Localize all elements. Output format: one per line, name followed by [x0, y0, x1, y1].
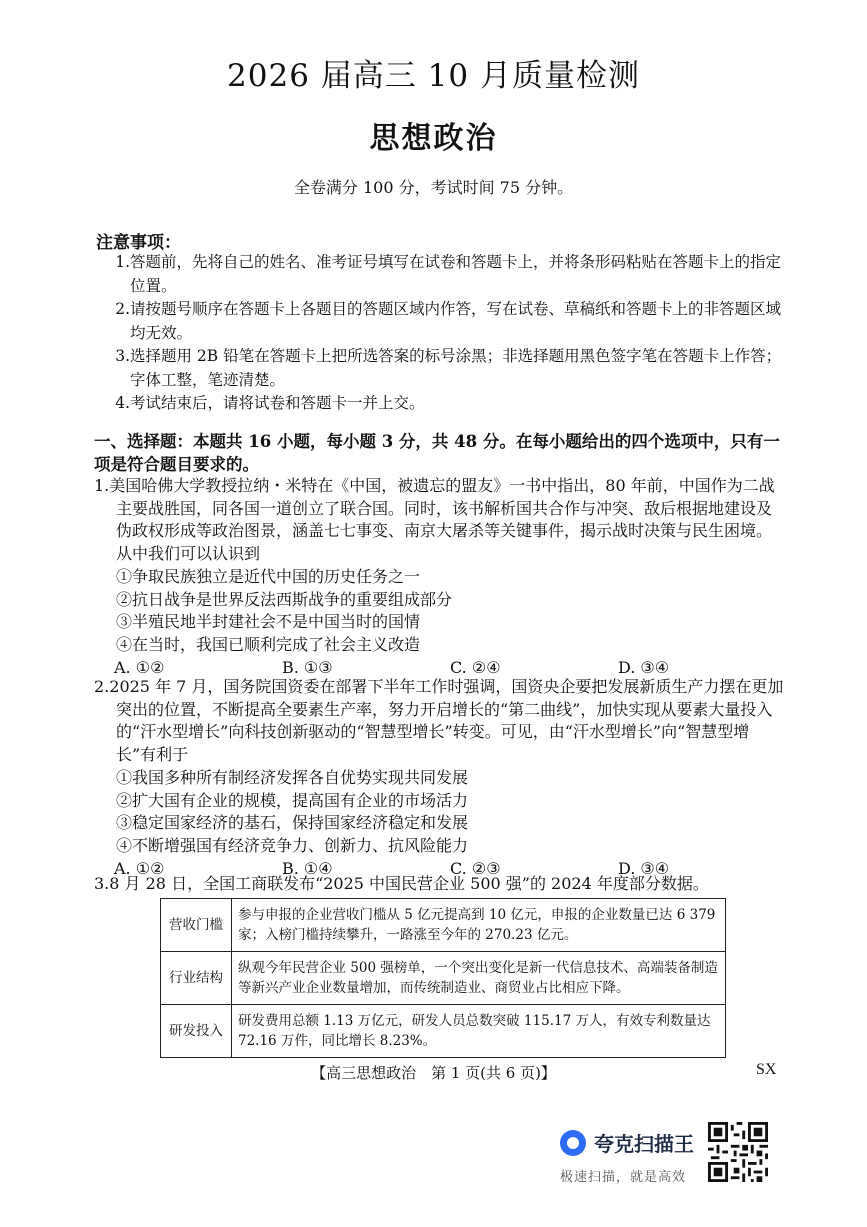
statement-option: ④在当时，我国已顺利完成了社会主义改造 — [116, 634, 421, 654]
exam-meta: 全卷满分 100 分，考试时间 75 分钟。 — [293, 178, 574, 197]
notice-item-text: 考试结束后，请将试卷和答题卡一并上交。 — [130, 394, 425, 412]
brand-slogan: 极速扫描，就是高效 — [560, 1170, 687, 1185]
table-row-label: 研发投入 — [161, 1005, 232, 1058]
notice-item-number: 4. — [115, 394, 130, 412]
choice-a: A. ①② — [114, 858, 165, 878]
question-1 — [94, 475, 786, 679]
notice-item — [96, 298, 786, 345]
subject-title: 思想政治 — [369, 121, 498, 156]
table-row-content: 研发费用总额 1.13 万亿元，研发人员总数突破 115.17 万人，有效专利数量达 72.16 万件，同比增长 8.23%。 — [232, 1005, 726, 1058]
statement-option: ①我国多种所有制经济发挥各自优势实现共同发展 — [116, 767, 469, 787]
table-row-label: 行业结构 — [161, 952, 232, 1005]
notice-item-text: 选择题用 2B 铅笔在答题卡上把所选答案的标号涂黑；非选择题用黑色签字笔在答题卡上作答；字体工整，笔迹清楚。 — [130, 347, 782, 389]
data-table — [160, 898, 726, 1058]
notice-item — [96, 345, 786, 392]
notice-item-number: 1. — [115, 253, 130, 271]
notice-list — [96, 251, 786, 416]
question-3 — [94, 873, 786, 896]
statement-option: ④不断增强国有经济竞争力、创新力、抗风险能力 — [116, 835, 469, 855]
choice-b: B. ①③ — [282, 657, 333, 677]
section-heading — [94, 430, 786, 476]
question-stem: 3.8 月 28 日，全国工商联发布“2025 中国民营企业 500 强”的 2024 年度部分数据。 — [94, 874, 709, 893]
notice-item-text: 请按题号顺序在答题卡上各题目的答题区域内作答，写在试卷、草稿纸和答题卡上的非答题区域均无效。 — [130, 300, 782, 342]
choice-d: D. ③④ — [618, 858, 670, 878]
choice-d: D. ③④ — [618, 657, 670, 677]
question-stem: 1.美国哈佛大学教授拉纳・米特在《中国，被遗忘的盟友》一书中指出，80 年前，中国作为二战主要战胜国，同各国一道创立了联合国。同时，该书解析国共合作与冲突、敌后根据地建设及伪政权形成等政治图景，涵盖七七事变、南京大屠杀等关键事件，揭示战时决策与民生困境。从中我们可以认识到 — [94, 476, 775, 564]
choice-c: C. ②④ — [450, 657, 501, 677]
table-row — [161, 952, 726, 1005]
section-heading-text: 一、选择题：本题共 16 小题，每小题 3 分，共 48 分。在每小题给出的四个选项中，只有一项是符合题目要求的。 — [94, 432, 780, 474]
exam-title: 2026 届高三 10 月质量检测 — [227, 58, 640, 94]
notice-item-number: 3. — [115, 347, 130, 365]
table-row-content: 纵观今年民营企业 500 强榜单，一个突出变化是新一代信息技术、高端装备制造等新兴产业企业数量增加，而传统制造业、商贸业占比相应下降。 — [232, 952, 726, 1005]
statement-option: ②抗日战争是世界反法西斯战争的重要组成部分 — [116, 589, 453, 609]
notice-item-number: 2. — [115, 300, 130, 318]
choice-a: A. ①② — [114, 657, 165, 677]
choice-b: B. ①④ — [282, 858, 333, 878]
subject-code: SX — [756, 1061, 777, 1078]
table-row — [161, 899, 726, 952]
statement-option: ①争取民族独立是近代中国的历史任务之一 — [116, 566, 421, 586]
statement-option: ③稳定国家经济的基石，保持国家经济稳定和发展 — [116, 813, 469, 833]
question-2 — [94, 676, 786, 880]
brand-name: 夸克扫描王 — [594, 1132, 694, 1156]
question-stem: 2.2025 年 7 月，国务院国资委在部署下半年工作时强调，国资央企要把发展新质生产力摆在更加突出的位置，不断提高全要素生产率，努力开启增长的“第二曲线”，加快实现从要素大量投入的“汗水型增长”向科技创新驱动的“智慧型增长”转变。可见，由“汗水型增长”向“智慧型增长”有利于 — [94, 677, 784, 765]
table-row-label: 营收门槛 — [161, 899, 232, 952]
choice-c: C. ②③ — [450, 858, 501, 878]
statement-option: ③半殖民地半封建社会不是中国当时的国情 — [116, 612, 421, 632]
notice-item-text: 答题前，先将自己的姓名、准考证号填写在试卷和答题卡上，并将条形码粘贴在答题卡上的指定位置。 — [130, 253, 782, 295]
table-row-content: 参与申报的企业营收门槛从 5 亿元提高到 10 亿元，申报的企业数量已达 6 379 家；入榜门槛持续攀升，一路涨至今年的 270.23 亿元。 — [232, 899, 726, 952]
notice-item — [96, 392, 786, 416]
page-footer: 【高三思想政治 第 1 页(共 6 页)】 — [311, 1064, 556, 1082]
table-row — [161, 1005, 726, 1058]
notice-item — [96, 251, 786, 298]
quark-logo-icon — [560, 1130, 586, 1156]
statement-option: ②扩大国有企业的规模，提高国有企业的市场活力 — [116, 790, 469, 810]
scanner-watermark — [560, 1128, 694, 1157]
qr-code-icon — [708, 1122, 768, 1182]
notice-heading: 注意事项： — [96, 233, 181, 253]
